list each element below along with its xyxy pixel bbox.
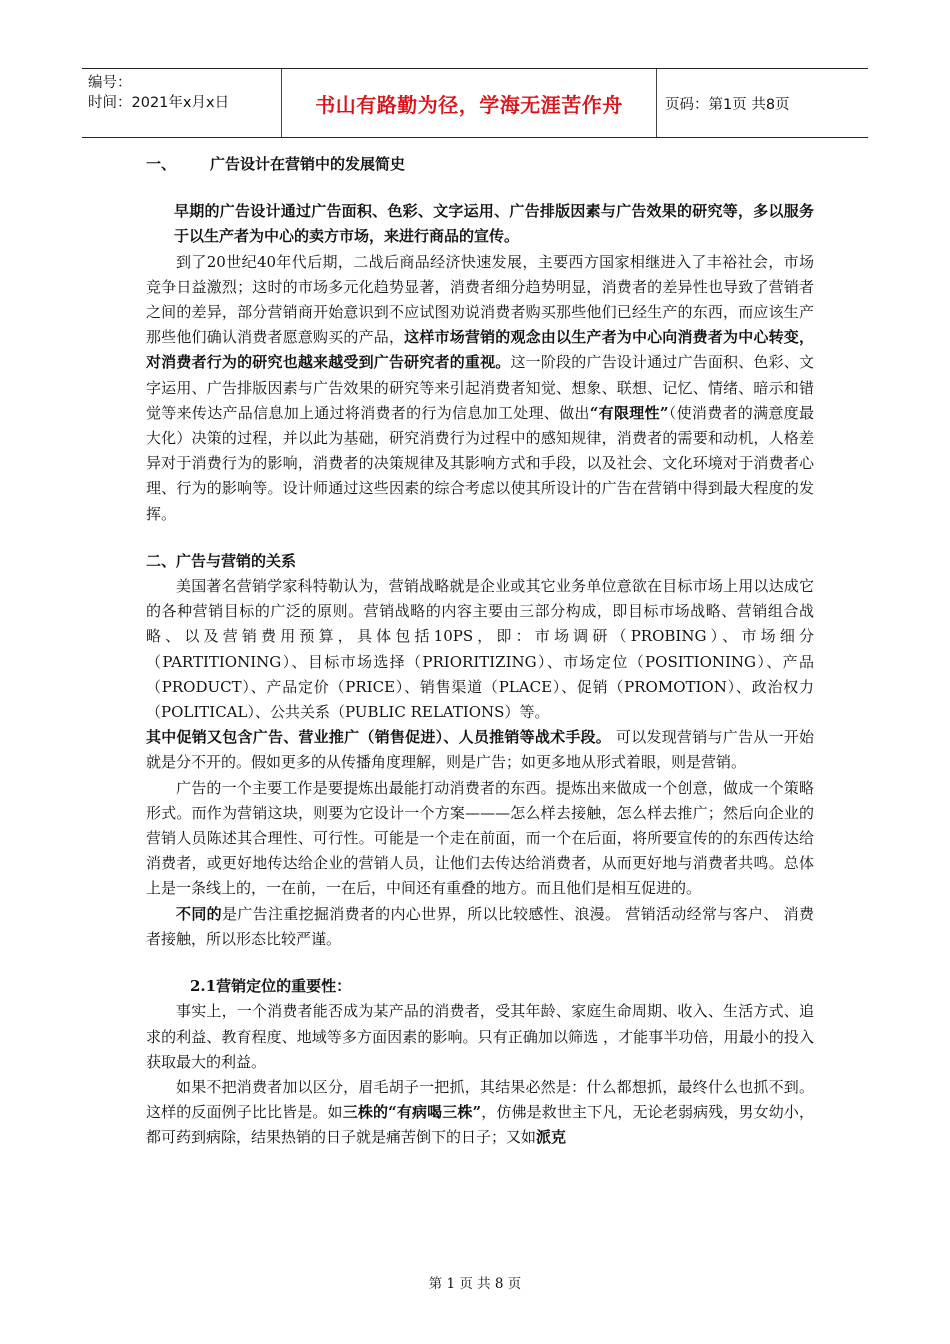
doc-number-label: 编号： — [88, 75, 132, 91]
section-2-heading: 二、广告与营销的关系 — [146, 551, 297, 570]
text-run: 可以发现营销与广告从一开始就是分不开的。假如更多的从传播角度理解，则是广告；如更多地从形式着眼，则是营销。 — [146, 728, 814, 772]
section-2-paragraph-1-cont — [146, 725, 814, 775]
section-1-lead: 早期的广告设计通过广告面积、色彩、文字运用、广告排版因素与广告效果的研究等，多以服务于以生产者为中心的卖方市场，来进行商品的宣传。 — [174, 202, 814, 246]
bold-run: 派克 — [536, 1128, 567, 1147]
header-meta — [82, 69, 282, 137]
bold-run: 不同的 — [176, 904, 222, 923]
document-body — [146, 152, 814, 1151]
section-2-paragraph-2: 广告的一个主要工作是要提炼出最能打动消费者的东西。提炼出来做成一个创意，做成一个策略形式。而作为营销这块，则要为它设计一个方案———怎么样去接触，怎么样去推广；然后向企业的 营销人员陈述其合理性、可行性。可能是一个走在前面，而一个在后面，将所要宣传的的东西传达给消费者，或更好地传达给企业的营销人员，让他们去传达给消费者，从而更好地与消费者共鸣。总体上是一条线上的，一在前，一在后，中间还有重叠的地方。而且他们是相互促进的。 — [146, 778, 814, 898]
section-2-paragraph-3 — [146, 902, 814, 952]
text-run: 到了20世纪40年代后期，二战后商品经济快速发展，主要西方国家相继进入了丰裕社会，市场竞争日益激烈；这时的市场多元化趋势显著，消费者细分趋势明显，消费者的差异性也导致了营销者之间的差异，部分营销商开始意识到不应试图劝说消费者购买那些他们已经生产的东西，而应该生产那些他们确认消费者愿意购买的产品， — [146, 252, 814, 347]
text-run: ，仿佛是救世主下凡，无论老弱病残，男女幼小，都可药到病除，结果热销的日子就是痛苦倒下的日子；又如 — [146, 1103, 814, 1147]
header-motto: 书山有路勤为径，学海无涯苦作舟 — [282, 69, 657, 137]
section-1-number: 一、 — [146, 155, 177, 173]
text-run: 如果不把消费者加以区分，眉毛胡子一把抓，其结果必然是：什么都想抓，最终什么也抓不到。这样的反面例子比比皆是。如 — [146, 1077, 814, 1122]
section-2-1-paragraph-2 — [146, 1075, 814, 1151]
header-page-info: 页码：第1页 共8页 — [665, 96, 790, 113]
bold-run: “有限理性” — [589, 403, 669, 422]
bold-run: 其中促销又包含广告、营业推广（销售促进）、人员推销等战术手段。 — [146, 728, 612, 747]
page-footer: 第 1 页 共 8 页 — [428, 1276, 522, 1292]
section-1-heading — [146, 152, 814, 177]
doc-date: 时间：2021年x月x日 — [88, 95, 230, 111]
text-run: 是广告注重挖掘消费者的内心世界，所以比较感性、浪漫。 营销活动经常与客户、 消费者接触，所以形态比较严谨。 — [146, 904, 814, 948]
section-2-1-heading: 2.1营销定位的重要性： — [190, 977, 352, 996]
section-1-paragraph — [146, 250, 814, 527]
section-2-1-paragraph-1: 事实上，一个消费者能否成为某产品的消费者，受其年龄、家庭生命周期、收入、生活方式、追求的利益、教育程度、地域等多方面因素的影响。只有正确加以筛选 ，才能事半功倍，用最小的投入获取最大的利益。 — [146, 1002, 814, 1071]
text-run: 美国著名营销学家科特勒认为，营销战略就是企业或其它业务单位意欲在目标市场上用以达成它的各种营销目标的广泛的原则。营销战略的内容主要由三部分构成，即目标市场战略、营销组合战略、以及营销费用预算，具体包括10PS，即：市场调研（PROBING）、市场细分（PARTITIONING）、目标市场选择（PRIORITIZING）、市场定位（POSITIONING）、产品（PRODUCT）、产品定价（PRICE）、销售渠道（PLACE）、促销（PROMOTION）、政治权力（POLITICAL）、公共关系（PUBLIC RELATIONS）等。 — [146, 577, 814, 722]
bold-run: 三株的“有病喝三株” — [342, 1103, 482, 1122]
text-run: （使消费者的满意度最大化）决策的过程，并以此为基础，研究消费行为过程中的感知规律，消费者的需要和动机，人格差异对于消费行为的影响，消费者的决策规律及其影响方式和手段，以及社会、文化环境对于消费者心理、行为的影响等。设计师通过这些因素的综合考虑以使其所设计的广告在营销中得到最大程度的发挥。 — [146, 403, 814, 523]
bold-run: 这样市场营销的观念由以生产者为中心向消费者为中心转变，对消费者行为的研究也越来越受到广告研究者的重视。 — [146, 328, 814, 372]
text-run: 这一阶段的广告设计通过广告面积、色彩、文字运用、广告排版因素与广告效果的研究等来引起消费者知觉、想象、联想、记忆、情绪、暗示和错觉等来传达产品信息加上通过将消费者的行为信息加工处理、做出 — [146, 353, 814, 422]
section-1-title: 广告设计在营销中的发展简史 — [210, 155, 406, 173]
section-2-paragraph-1 — [146, 574, 814, 725]
page-header — [82, 68, 868, 138]
